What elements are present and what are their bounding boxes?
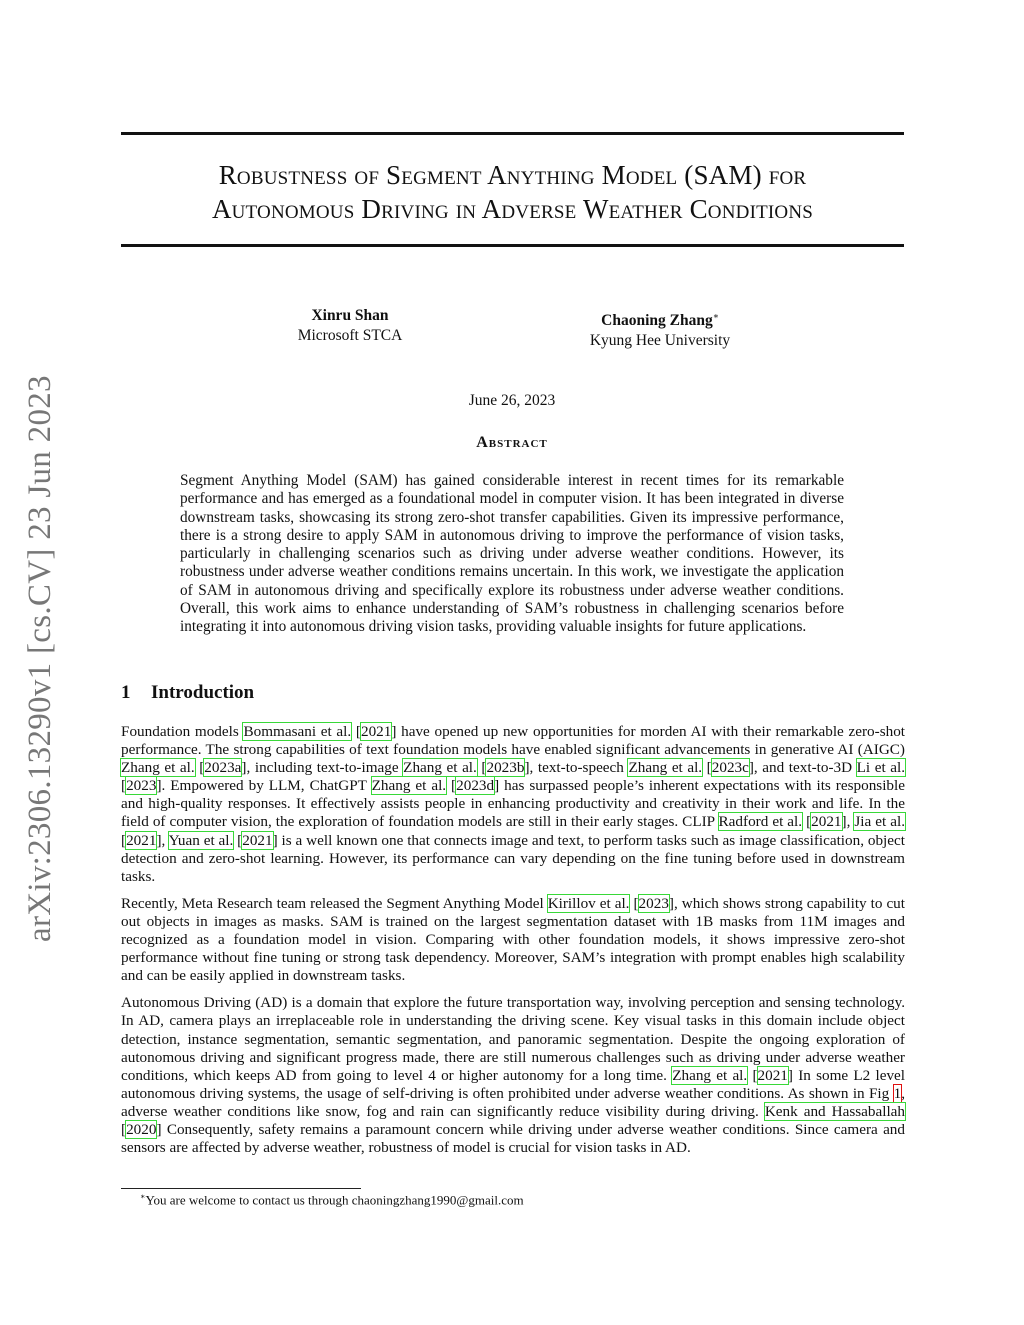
section-heading	[121, 682, 254, 704]
citation-link[interactable]: 2021	[126, 831, 157, 849]
section-title: Introduction	[151, 682, 255, 703]
footnote-text: You are welcome to contact us through chaoningzhang1990@gmail.com	[145, 1192, 524, 1208]
citation-link[interactable]: 2021	[242, 831, 273, 849]
citation-link[interactable]: 2023c	[711, 759, 749, 777]
paragraph-text: ], text-to-speech	[524, 759, 629, 777]
section-number: 1	[121, 682, 131, 703]
citation-link[interactable]: 2021	[757, 1066, 788, 1084]
arxiv-identifier-stamp: arXiv:2306.13290v1 [cs.CV] 23 Jun 2023	[22, 375, 58, 942]
citation-link[interactable]: 2020	[126, 1120, 157, 1138]
paragraph-text: Foundation models	[121, 723, 244, 740]
citation-link[interactable]: Zhang et al.	[628, 759, 703, 777]
paragraph-text: [	[446, 777, 457, 795]
title-bottom-rule	[121, 244, 904, 247]
paragraph-text: ] has surpassed people’s inherent expectations with its responsible and high-quality responses. It effectively assists people in enhancing productivity and creativity in their work and life. In the field of computer vision, the exploration of foundation models are still in their early stages. CLIP	[121, 777, 905, 831]
paragraph-text: ],	[156, 831, 169, 849]
paragraph-text: [	[802, 813, 812, 831]
paragraph-text: ], and text-to-3D	[748, 759, 857, 777]
paragraph-text: ] Consequently, safety remains a paramount concern while driving under adverse weather conditions. Since camera and sensors are affected by adverse weather, robustness of model is crucial for vision tasks in AD.	[121, 1120, 905, 1157]
citation-link[interactable]: 2023	[126, 777, 157, 795]
paragraph-text: [	[476, 759, 487, 777]
citation-link[interactable]: 2021	[360, 723, 392, 740]
author-name: Chaoning Zhang	[601, 312, 713, 330]
footnote-mark: ∗	[140, 1192, 146, 1201]
author-footnote-mark: ∗	[712, 311, 719, 321]
introduction-body	[121, 723, 905, 1166]
paragraph-text: ], including text-to-image	[241, 759, 404, 777]
footnote-rule	[121, 1188, 361, 1189]
paragraph-text: ] is a well known one that connects image and text, to perform tasks such as image classification, object detection and zero-shot learning. However, its performance can vary depending on the fine tuning before used in downstream tasks.	[121, 831, 905, 885]
paragraph	[121, 895, 905, 985]
paragraph-text: [	[351, 723, 361, 740]
abstract-heading: Abstract	[476, 434, 548, 451]
footnote	[140, 1192, 524, 1208]
paragraph-text: [	[121, 777, 127, 795]
citation-link[interactable]: Zhang et al.	[371, 777, 447, 795]
paragraph-text: [	[747, 1066, 758, 1084]
paragraph-text: Recently, Meta Research team released the Segment Anything Model	[121, 894, 548, 912]
citation-link[interactable]: 2023	[638, 894, 669, 912]
paragraph-text: [	[121, 1120, 127, 1138]
title-line-2: Autonomous Driving in Adverse Weather Conditions	[211, 194, 814, 224]
paragraph-text: [	[233, 831, 243, 849]
citation-link[interactable]: 2023d	[456, 777, 495, 795]
author-name: Xinru Shan	[311, 307, 389, 324]
citation-link[interactable]: Radford et al.	[718, 813, 803, 831]
paragraph	[121, 994, 905, 1157]
author-1	[250, 306, 450, 346]
paragraph-text: [	[629, 894, 639, 912]
citation-link[interactable]: Bommasani et al.	[243, 723, 352, 740]
citation-link[interactable]: 2021	[811, 813, 842, 831]
citation-link[interactable]: Kenk and Hassaballah	[764, 1102, 905, 1120]
author-affiliation: Microsoft STCA	[297, 327, 403, 344]
paragraph-text: [	[194, 759, 205, 777]
figure-reference-link[interactable]: 1	[893, 1084, 902, 1102]
paragraph-text: ] In some L2 level autonomous driving systems, the usage of self-driving is often prohibited under adverse weather conditions. As shown in Fig	[121, 1066, 906, 1102]
citation-link[interactable]: Kirillov et al.	[547, 894, 630, 912]
paragraph	[121, 723, 905, 886]
citation-link[interactable]: Zhang et al.	[121, 759, 195, 777]
paragraph-text: , adverse weather conditions like snow, fog and rain can significantly reduce visibility during driving.	[121, 1084, 905, 1120]
paragraph-text: ]. Empowered by LLM, ChatGPT	[156, 777, 372, 795]
author-2	[555, 306, 765, 351]
citation-link[interactable]: Yuan et al.	[168, 831, 234, 849]
paper-date: June 26, 2023	[468, 392, 556, 409]
paragraph-text: ],	[841, 813, 855, 831]
citation-link[interactable]: 2023a	[204, 759, 242, 777]
citation-link[interactable]: Jia et al.	[854, 813, 905, 831]
paragraph-text: [	[702, 759, 712, 777]
paragraph-text: Autonomous Driving (AD) is a domain that explore the future transportation way, involving perception and sensing technology. In AD, camera plays an irreplaceable role in understanding the driving scene. Key visual tasks in this domain include object detection, instance segmentation, semantic segmentation, and panoramic segmentation. Despite the ongoing exploration of autonomous driving and significant progress made, there are still numerous challenges such as driving under adverse weather conditions, which keeps AD from going to level 4 or higher autonomy for a long time.	[121, 994, 905, 1084]
author-affiliation: Kyung Hee University	[589, 332, 731, 350]
citation-link[interactable]: Li et al.	[856, 759, 905, 777]
title-line-1: Robustness of Segment Anything Model (SAM) for	[218, 160, 807, 190]
paragraph-text: ] have opened up new opportunities for morden AI with their remarkable zero-shot performance. The strong capabilities of text foundation models have enabled significant advancements in generative AI (AIGC)	[121, 723, 906, 759]
title-top-rule	[121, 132, 904, 135]
citation-link[interactable]: Zhang et al.	[672, 1066, 748, 1084]
citation-link[interactable]: Zhang et al.	[403, 759, 477, 777]
citation-link[interactable]: 2023b	[486, 759, 525, 777]
paragraph-text: [	[121, 831, 127, 849]
paragraph-text: ], which shows strong capability to cut out objects in images as masks. SAM is trained on the largest segmentation dataset with 1B masks from 11M images and recognized as a foundation model in vision. Comparing with other foundation models, it shows impressive zero-shot performance without fine tuning or strong task dependency. Moreover, SAM’s integration with prompt enables high scalability and can be easily applied in downstream tasks.	[121, 894, 905, 985]
paper-title	[121, 158, 904, 226]
abstract-text: Segment Anything Model (SAM) has gained considerable interest in recent times for its remarkable performance and has emerged as a foundational model in computer vision. It has been integrated in diverse downstream tasks, showcasing its strong zero-shot transfer capabilities. Given its impressive performance, there is a strong desire to apply SAM in autonomous driving to improve the performance of vision tasks, particularly in challenging scenarios such as driving under adverse weather conditions. However, its robustness under adverse weather conditions remains uncertain. In this work, we investigate the application of SAM in autonomous driving and specifically explore its robustness under adverse weather conditions. Overall, this work aims to enhance understanding of SAM’s robustness in challenging scenarios before integrating it into autonomous driving vision tasks, providing valuable insights for future applications.	[180, 472, 844, 636]
